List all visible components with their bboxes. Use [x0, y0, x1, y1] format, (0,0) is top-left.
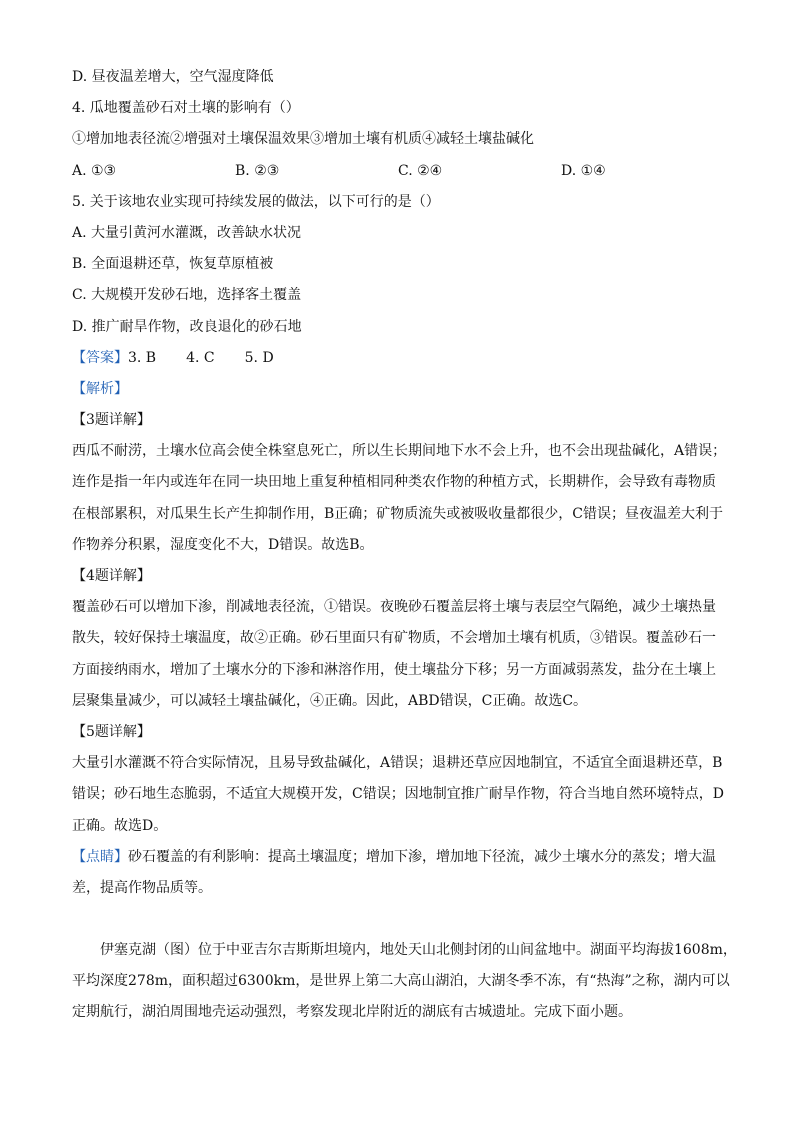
q5-option-c: C. 大规模开发砂石地，选择客土覆盖 [72, 287, 302, 304]
answer-value-3: 3. B [128, 349, 157, 366]
detail4-line: 方面接纳雨水，增加了土壤水分的下渗和淋溶作用，使土壤盐分下移；另一方面减弱蒸发，盐分在土壤上 [72, 661, 716, 678]
passage-line: 定期航行，湖泊周围地壳运动强烈，考察发现北岸附近的湖底有古城遗址。完成下面小题。 [72, 1004, 632, 1021]
detail3-line: 西瓜不耐涝，土壤水位高会使全株窒息死亡，所以生长期间地下水不会上升，也不会出现盐碱化，A错误； [72, 443, 727, 460]
detail3-line: 在根部累积，对瓜果生长产生抑制作用，B正确；矿物质流失或被吸收量都很少，C错误；昼夜温差大利于 [72, 505, 723, 522]
q4-options [72, 156, 734, 187]
q4-items: ①增加地表径流②增强对土壤保温效果③增加土壤有机质④减轻土壤盐碱化 [72, 131, 534, 148]
detail4-label: 【4题详解】 [72, 568, 151, 584]
detail5-line: 错误；砂石地生态脆弱，不适宜大规模开发，C错误；因地制宜推广耐旱作物，符合当地自然环境特点，D [72, 786, 724, 803]
detail4-line: 散失，较好保持土壤温度，故②正确。砂石里面只有矿物质，不会增加土壤有机质，③错误。覆盖砂石一 [72, 630, 716, 647]
tip-line: 差，提高作物品质等。 [72, 879, 212, 896]
tip-label: 【点睛】 [72, 848, 128, 865]
detail3-line: 连作是指一年内或连年在同一块田地上重复种植相同种类农作物的种植方式，长期耕作，会导致有毒物质 [72, 474, 716, 491]
answer-value-5: 5. D [244, 349, 274, 366]
detail5-label: 【5题详解】 [72, 723, 151, 740]
tip-line [72, 842, 734, 873]
detail4-line: 层聚集量减少，可以减轻土壤盐碱化，④正确。因此，ABD错误，C正确。故选C。 [72, 692, 588, 709]
q5-stem: 5. 关于该地农业实现可持续发展的做法，以下可行的是（） [72, 193, 440, 210]
q4-option-a: A. ①③ [72, 162, 117, 179]
passage-line: 平均深度278m，面积超过6300km，是世界上第二大高山湖泊，大湖冬季不冻，有“热海”之称，湖内可以 [72, 973, 730, 990]
q5-option-b: B. 全面退耕还草，恢复草原植被 [72, 256, 274, 273]
q5-option-d: D. 推广耐旱作物，改良退化的砂石地 [72, 318, 302, 335]
analysis-label: 【解析】 [72, 380, 128, 397]
q4-option-c: C. ②④ [398, 162, 443, 179]
q4-stem: 4. 瓜地覆盖砂石对土壤的影响有（） [72, 100, 300, 117]
q4-option-d: D. ①④ [561, 162, 606, 179]
passage-line: 伊塞克湖（图）位于中亚吉尔吉斯斯坦境内，地处天山北侧封闭的山间盆地中。湖面平均海拔1608m， [100, 942, 737, 959]
detail3-line: 作物养分积累，湿度变化不大，D错误。故选B。 [72, 536, 374, 553]
document-page [72, 62, 737, 1029]
q4-option-b: B. ②③ [235, 162, 280, 179]
detail5-line: 大量引水灌溉不符合实际情况，且易导致盐碱化，A错误；退耕还草应因地制宜，不适宜全面退耕还草，B [72, 755, 723, 772]
detail4-line: 覆盖砂石可以增加下渗，削减地表径流，①错误。夜晚砂石覆盖层将土壤与表层空气隔绝，减少土壤热量 [72, 599, 716, 616]
answer-label: 【答案】 [72, 349, 128, 366]
tip-text: 砂石覆盖的有利影响：提高土壤温度；增加下渗，增加地下径流，减少土壤水分的蒸发；增大温 [128, 848, 716, 865]
q5-option-a: A. 大量引黄河水灌溉，改善缺水状况 [72, 224, 302, 241]
detail5-line: 正确。故选D。 [72, 817, 168, 834]
q3-option-d: D. 昼夜温差增大，空气湿度降低 [72, 69, 274, 85]
detail3-label: 【3题详解】 [72, 412, 151, 429]
answer-value-4: 4. C [186, 349, 215, 366]
answer-line [72, 343, 734, 374]
